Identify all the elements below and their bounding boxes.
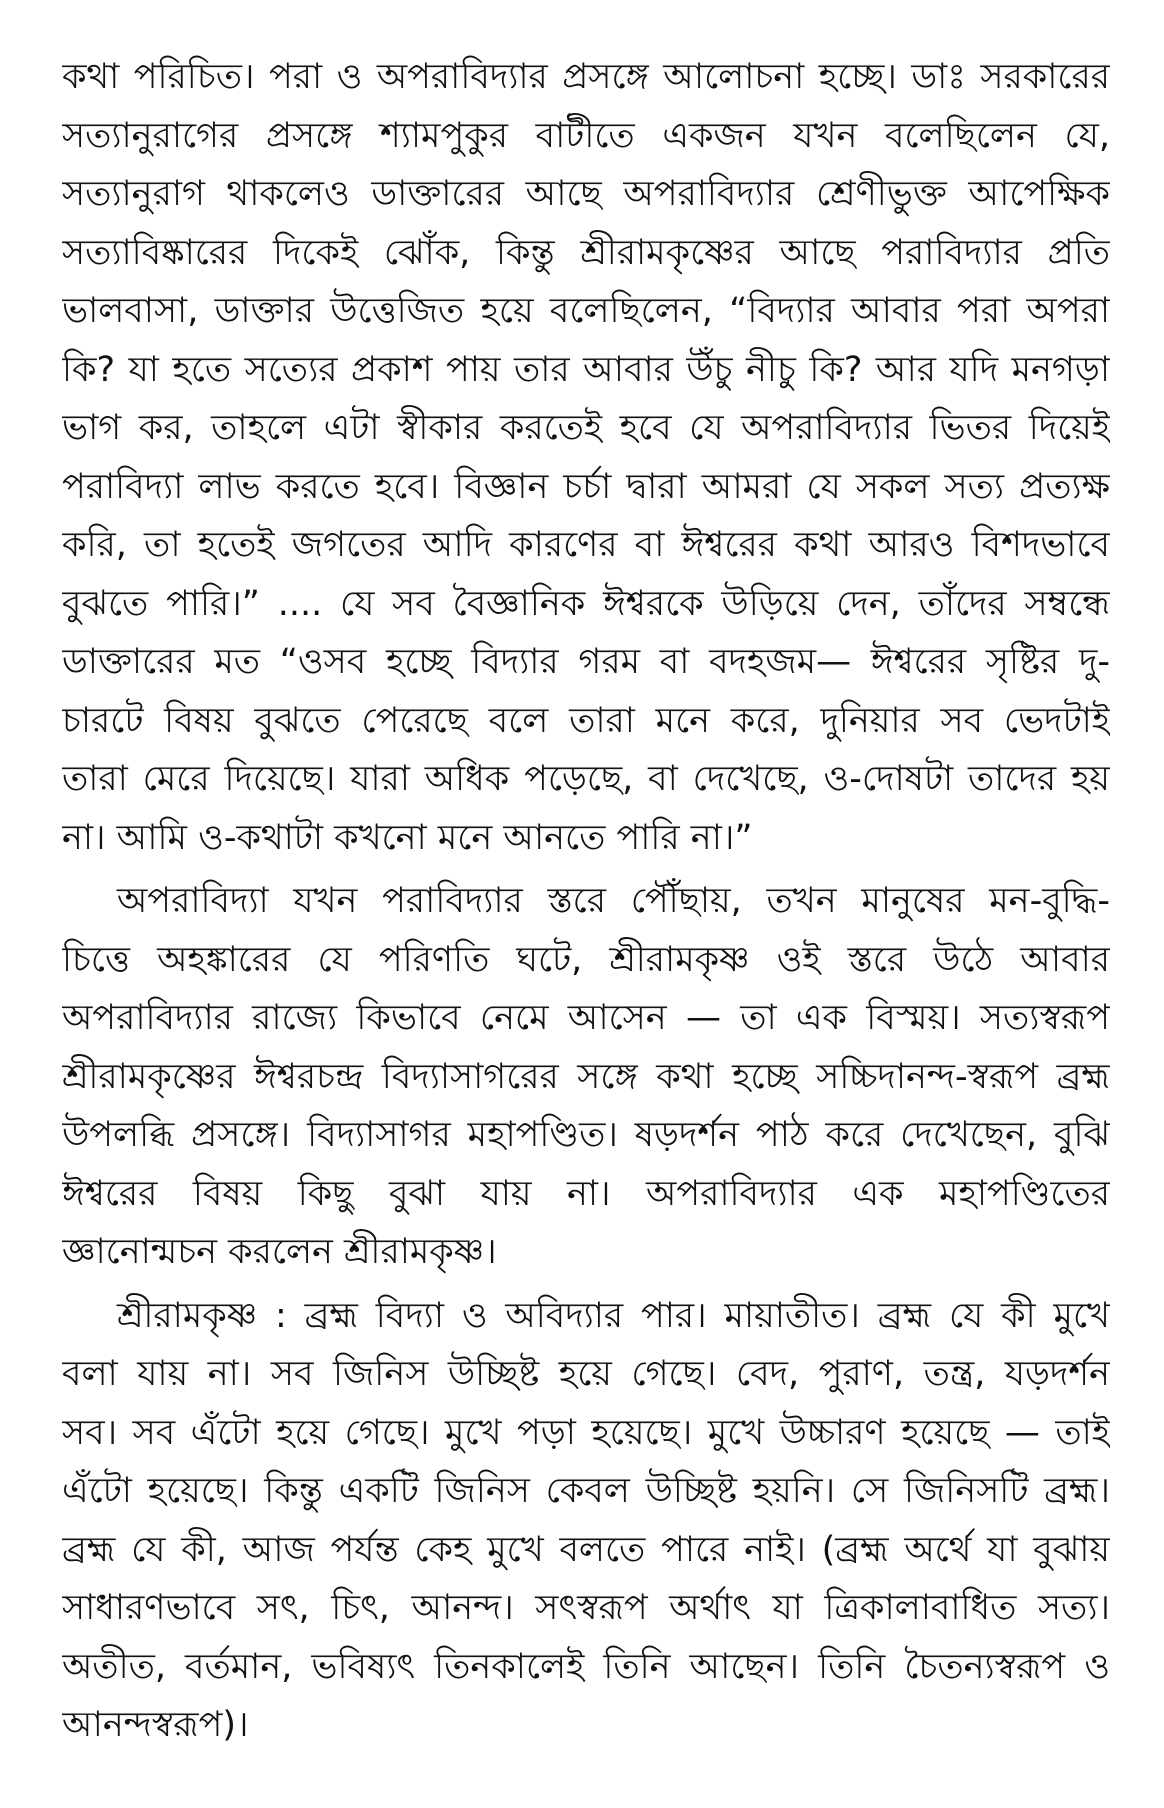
text-line: জ্ঞানোন্মচন করলেন শ্রীরামকৃষ্ণ। xyxy=(62,1232,497,1272)
text-line: এঁটো হয়েছে। কিন্তু একটি জিনিস কেবল উচ্ছিষ্ট হয়নি। সে জিনিসটি ব্রহ্ম। xyxy=(62,1471,1110,1511)
text-line: অপরাবিদ্যা যখন পরাবিদ্যার স্তরে পৌঁছায়, তখন মানুষের মন-বুদ্ধি- xyxy=(117,881,1110,921)
text-line: পরাবিদ্যা লাভ করতে হবে। বিজ্ঞান চর্চা দ্বারা আমরা যে সকল সত্য প্রত্যক্ষ xyxy=(62,466,1110,507)
text-line: তারা মেরে দিয়েছে। যারা অধিক পড়েছে, বা দেখেছে, ও-দোষটা তাদের হয় xyxy=(62,759,1110,799)
paragraph xyxy=(62,872,1110,1282)
text-line: ভাগ কর, তাহলে এটা স্বীকার করতেই হবে যে অপরাবিদ্যার ভিতর দিয়েই xyxy=(62,408,1110,448)
text-line: করি, তা হতেই জগতের আদি কারণের বা ঈশ্বরের কথা আরও বিশদভাবে xyxy=(62,525,1110,565)
text-line: শ্রীরামকৃষ্ণের ঈশ্বরচন্দ্র বিদ্যাসাগরের সঙ্গে কথা হচ্ছে সচ্চিদানন্দ-স্বরূপ ব্রহ্ম xyxy=(62,1056,1110,1097)
text-line: চারটে বিষয় বুঝতে পেরেছে বলে তারা মনে করে, দুনিয়ার সব ভেদটাই xyxy=(62,700,1110,741)
text-line: ব্রহ্ম যে কী, আজ পর্যন্ত কেহ মুখে বলতে পারে নাই। (ব্রহ্ম অর্থে যা বুঝায় xyxy=(62,1529,1110,1570)
text-line: বলা যায় না। সব জিনিস উচ্ছিষ্ট হয়ে গেছে। বেদ, পুরাণ, তন্ত্র, যড়দর্শন xyxy=(62,1354,1110,1394)
text-line: ডাক্তারের মত “ওসব হচ্ছে বিদ্যার গরম বা বদহজম— ঈশ্বরের সৃষ্টির দু- xyxy=(62,642,1110,682)
paragraph xyxy=(62,48,1110,867)
text-line: বুঝতে পারি।” .... যে সব বৈজ্ঞানিক ঈশ্বরকে উড়িয়ে দেন, তাঁদের সম্বন্ধে xyxy=(62,583,1110,624)
text-line: আনন্দস্বরূপ)। xyxy=(62,1705,249,1745)
text-line: কথা পরিচিত। পরা ও অপরাবিদ্যার প্রসঙ্গে আলোচনা হচ্ছে। ডাঃ সরকারের xyxy=(62,57,1110,97)
text-line: অতীত, বর্তমান, ভবিষ্যৎ তিনকালেই তিনি আছেন। তিনি চৈতন্যস্বরূপ ও xyxy=(62,1646,1110,1687)
paragraph xyxy=(62,1287,1110,1755)
text-line: না। আমি ও-কথাটা কখনো মনে আনতে পারি না।” xyxy=(62,817,753,858)
text-line: অপরাবিদ্যার রাজ্যে কিভাবে নেমে আসেন — তা এক বিস্ময়। সত্যস্বরূপ xyxy=(62,998,1110,1038)
text-line: কি? যা হতে সত্যের প্রকাশ পায় তার আবার উঁচু নীচু কি? আর যদি মনগড়া xyxy=(62,349,1110,390)
text-line: সত্যানুরাগ থাকলেও ডাক্তারের আছে অপরাবিদ্যার শ্রেণীভুক্ত আপেক্ষিক xyxy=(62,174,1110,214)
text-line: ঈশ্বরের বিষয় কিছু বুঝা যায় না। অপরাবিদ্যার এক মহাপণ্ডিতের xyxy=(62,1173,1110,1214)
text-line: উপলব্ধি প্রসঙ্গে। বিদ্যাসাগর মহাপণ্ডিত। ষড়দর্শন পাঠ করে দেখেছেন, বুঝি xyxy=(62,1115,1110,1155)
text-line: সত্যানুরাগের প্রসঙ্গে শ্যামপুকুর বাটীতে একজন যখন বলেছিলেন যে, xyxy=(62,115,1110,156)
text-line: ভালবাসা, ডাক্তার উত্তেজিত হয়ে বলেছিলেন, “বিদ্যার আবার পরা অপরা xyxy=(62,291,1110,331)
body-text xyxy=(62,48,1110,1755)
text-line: চিত্তে অহঙ্কারের যে পরিণতি ঘটে, শ্রীরামকৃষ্ণ ওই স্তরে উঠে আবার xyxy=(62,939,1110,980)
text-line: সাধারণভাবে সৎ, চিৎ, আনন্দ। সৎস্বরূপ অর্থাৎ যা ত্রিকালাবাধিত সত্য। xyxy=(62,1588,1110,1628)
text-line: সব। সব এঁটো হয়ে গেছে। মুখে পড়া হয়েছে। মুখে উচ্চারণ হয়েছে — তাই xyxy=(62,1412,1110,1453)
text-line: সত্যাবিষ্কারের দিকেই ঝোঁক, কিন্তু শ্রীরামকৃষ্ণের আছে পরাবিদ্যার প্রতি xyxy=(62,232,1110,273)
text-line: শ্রীরামকৃষ্ণ : ব্রহ্ম বিদ্যা ও অবিদ্যার পার। মায়াতীত। ব্রহ্ম যে কী মুখে xyxy=(117,1295,1110,1336)
